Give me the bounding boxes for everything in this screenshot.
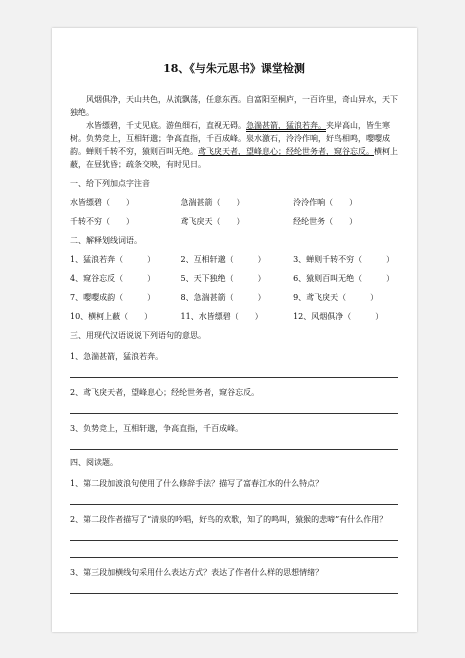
definition-row xyxy=(70,291,398,304)
passage-paragraph-1 xyxy=(70,93,398,119)
definition-item: 4、窥谷忘反（ ） xyxy=(70,274,156,283)
answer-line[interactable] xyxy=(70,367,398,378)
definition-item: 11、水皆缥碧（ ） xyxy=(180,312,263,321)
definition-item: 3、蝉则千转不穷（ ） xyxy=(293,255,395,264)
pinyin-item: 水皆缥碧（ ） xyxy=(70,198,134,207)
answer-line[interactable] xyxy=(70,439,398,450)
reading-question-3: 3、第三段加横线句采用什么表达方式？表达了作者什么样的思想情绪？ xyxy=(70,568,324,577)
definition-row xyxy=(70,310,398,323)
definition-item: 2、互相轩邈（ ） xyxy=(180,255,266,264)
reading-question-2: 2、第二段作者描写了“清泉的吟唱，好鸟的欢歌，知了的鸣叫，猿猴的悲啼”有什么作用？ xyxy=(70,515,388,524)
pinyin-row xyxy=(70,196,398,209)
definition-item: 9、鸢飞戾天（ ） xyxy=(293,293,379,302)
definition-row xyxy=(70,253,398,266)
passage-text: 风烟俱净，天山共色，从流飘荡，任意东西。自富阳至桐庐，一百许里，奇山异水，天下独绝。 xyxy=(70,95,398,117)
passage-paragraph-2 xyxy=(70,119,398,171)
wavy-underlined-sentence: 急湍甚箭，猛浪若奔。 xyxy=(246,121,326,130)
definition-item: 8、急湍甚箭（ ） xyxy=(180,293,266,302)
answer-line[interactable] xyxy=(70,547,398,558)
pinyin-item: 急湍甚箭（ ） xyxy=(180,198,245,207)
definition-item: 10、横柯上蔽（ ） xyxy=(70,312,153,321)
passage-text: 横柯上蔽，在昼犹昏；疏条交映，有时见日。 xyxy=(70,147,398,169)
passage-text: 夹岸高山，皆生寒树。负势竞上，互相轩邈；争高直指，千百成峰。泉水激石，泠泠作响，好鸟相鸣，嘤嘤成韵。蝉则千转不穷，猿则百叫无绝。 xyxy=(70,121,390,156)
section-2-heading: 二、解释划线词语。 xyxy=(70,236,142,245)
underlined-sentence: 鸢飞戾天者，望峰息心；经纶世务者，窥谷忘反。 xyxy=(198,147,374,156)
definition-item: 5、天下独绝（ ） xyxy=(180,274,266,283)
answer-line[interactable] xyxy=(70,530,398,541)
answer-line[interactable] xyxy=(70,403,398,414)
pinyin-item: 泠泠作响（ ） xyxy=(293,198,358,207)
translation-question-2: 2、鸢飞戾天者，望峰息心；经纶世务者，窥谷忘反。 xyxy=(70,388,260,397)
pinyin-row xyxy=(70,215,398,228)
answer-line[interactable] xyxy=(70,494,398,505)
translation-question-1: 1、急湍甚箭，猛浪若奔。 xyxy=(70,352,164,361)
section-1-heading: 一、给下列加点字注音 xyxy=(70,179,150,188)
worksheet-page xyxy=(52,28,417,632)
reading-question-1: 1、第二段加波浪句使用了什么修辞手法？描写了富春江水的什么特点？ xyxy=(70,479,324,488)
pinyin-item: 鸢飞戾天（ ） xyxy=(180,217,245,226)
answer-line[interactable] xyxy=(70,583,398,594)
section-3-heading: 三、用现代汉语说说下列语句的意思。 xyxy=(70,331,206,340)
definition-item: 6、猿则百叫无绝（ ） xyxy=(293,274,395,283)
definition-item: 7、嘤嘤成韵（ ） xyxy=(70,293,156,302)
pinyin-item: 千转不穷（ ） xyxy=(70,217,134,226)
pinyin-item: 经纶世务（ ） xyxy=(293,217,358,226)
definition-item: 1、猛浪若奔（ ） xyxy=(70,255,156,264)
definition-item: 12、风烟俱净（ ） xyxy=(293,312,384,321)
section-4-heading: 四、阅读题。 xyxy=(70,458,118,467)
page-title: 18、《与朱元思书》课堂检测 xyxy=(163,62,305,75)
definition-row xyxy=(70,272,398,285)
worksheet-content xyxy=(70,62,398,600)
passage-text: 水皆缥碧，千丈见底。游鱼细石，直视无碍。 xyxy=(86,121,246,130)
translation-question-3: 3、负势竞上，互相轩邈，争高直指，千百成峰。 xyxy=(70,424,244,433)
